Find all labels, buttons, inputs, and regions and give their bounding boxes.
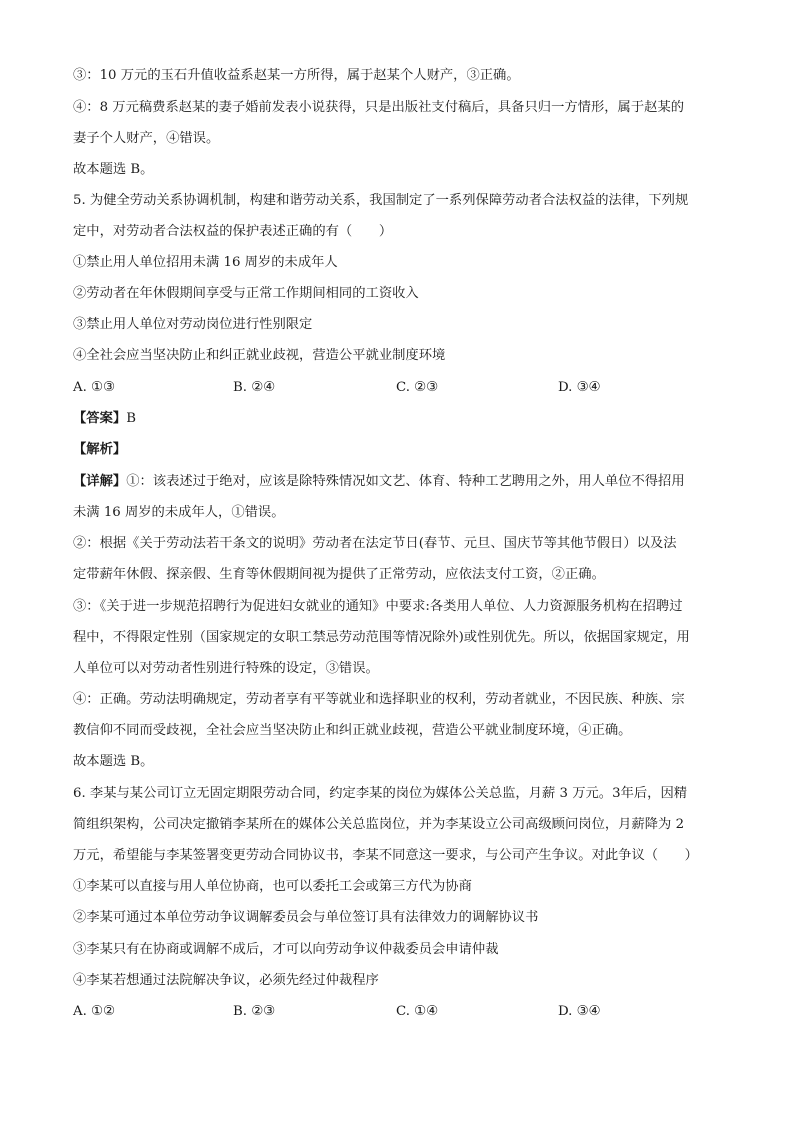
question-5-item: ①禁止用人单位招用未满 16 周岁的未成年人	[73, 255, 338, 270]
option-a: A. ①③	[73, 380, 115, 395]
detail-text: ①：该表述过于绝对，应该是除特殊情况如文艺、体育、特种工艺聘用之外，用人单位不得招用	[126, 474, 685, 489]
analysis-tag: 【解析】	[73, 442, 127, 457]
question-5-item: ③禁止用人单位对劳动岗位进行性别限定	[73, 317, 313, 332]
question-6-stem: 6. 李某与某公司订立无固定期限劳动合同，约定李某的岗位为媒体公关总监，月薪 3 万元。3年后，因精	[73, 786, 688, 801]
analysis-line-4: ④：8 万元稿费系赵某的妻子婚前发表小说获得，只是出版社支付稿后，具备只归一方情形，属于赵某的	[73, 100, 685, 115]
question-6-stem-cont: 简组织架构，公司决定撤销李某所在的媒体公关总监岗位，并为李某设立公司高级顾问岗位，月薪降为 2	[73, 817, 685, 832]
answer-selection: 故本题选 B。	[73, 162, 154, 177]
answer-value: B	[126, 411, 136, 426]
detail-line-3: ③：《关于进一步规范招聘行为促进妇女就业的通知》中要求:各类用人单位、人力资源服务机构在招聘过	[73, 599, 683, 614]
detail-line-1-cont: 未满 16 周岁的未成年人，①错误。	[73, 505, 285, 520]
option-b: B. ②③	[233, 1004, 276, 1019]
analysis-line-3: ③：10 万元的玉石升值收益系赵某一方所得，属于赵某个人财产，③正确。	[73, 68, 520, 83]
answer-line	[73, 410, 136, 428]
question-6-item: ④李某若想通过法院解决争议，必须先经过仲裁程序	[73, 973, 379, 988]
question-6-item: ①李某可以直接与用人单位协商，也可以委托工会或第三方代为协商	[73, 879, 472, 894]
option-a: A. ①②	[73, 1004, 115, 1019]
detail-line-4: ④：正确。劳动法明确规定，劳动者享有平等就业和选择职业的权利，劳动者就业，不因民族、种族、宗	[73, 692, 685, 707]
detail-line-1	[73, 473, 685, 491]
option-c: C. ②③	[396, 380, 438, 395]
question-5-stem: 5. 为健全劳动关系协调机制，构建和谐劳动关系，我国制定了一系列保障劳动者合法权益的法律，下列规	[73, 193, 689, 208]
analysis-line-4-cont: 妻子个人财产，④错误。	[73, 131, 220, 146]
detail-tag: 【详解】	[73, 474, 127, 489]
option-b: B. ②④	[233, 380, 276, 395]
detail-line-3-cont: 程中，不得限定性别（国家规定的女职工禁忌劳动范围等情况除外)或性别优先。所以，依据国家规定，用	[73, 630, 690, 645]
question-5-item: ②劳动者在年休假期间享受与正常工作期间相同的工资收入	[73, 286, 419, 301]
option-d: D. ③④	[558, 1004, 601, 1019]
detail-line-2: ②：根据《关于劳动法若干条文的说明》劳动者在法定节日(春节、元旦、国庆节等其他节假日）以及法	[73, 536, 677, 551]
question-5-item: ④全社会应当坚决防止和纠正就业歧视，营造公平就业制度环境	[73, 348, 446, 363]
detail-line-4-cont: 教信仰不同而受歧视，全社会应当坚决防止和纠正就业歧视，营造公平就业制度环境，④正确。	[73, 723, 632, 738]
detail-line-2-cont: 定带薪年休假、探亲假、生育等休假期间视为提供了正常劳动，应依法支付工资，②正确。	[73, 567, 605, 582]
question-5-stem-cont: 定中，对劳动者合法权益的保护表述正确的有（ ）	[73, 224, 393, 239]
option-d: D. ③④	[558, 380, 601, 395]
question-6-item: ②李某可通过本单位劳动争议调解委员会与单位签订具有法律效力的调解协议书	[73, 910, 539, 925]
answer-selection: 故本题选 B。	[73, 754, 154, 769]
answer-tag: 【答案】	[73, 411, 127, 426]
detail-line-3-cont: 人单位可以对劳动者性别进行特殊的设定，③错误。	[73, 661, 379, 676]
question-6-item: ③李某只有在协商或调解不成后，才可以向劳动争议仲裁委员会申请仲裁	[73, 942, 499, 957]
option-c: C. ①④	[396, 1004, 438, 1019]
question-6-stem-cont: 万元，希望能与李某签署变更劳动合同协议书，李某不同意这一要求，与公司产生争议。对此争议（ ）	[73, 848, 698, 863]
